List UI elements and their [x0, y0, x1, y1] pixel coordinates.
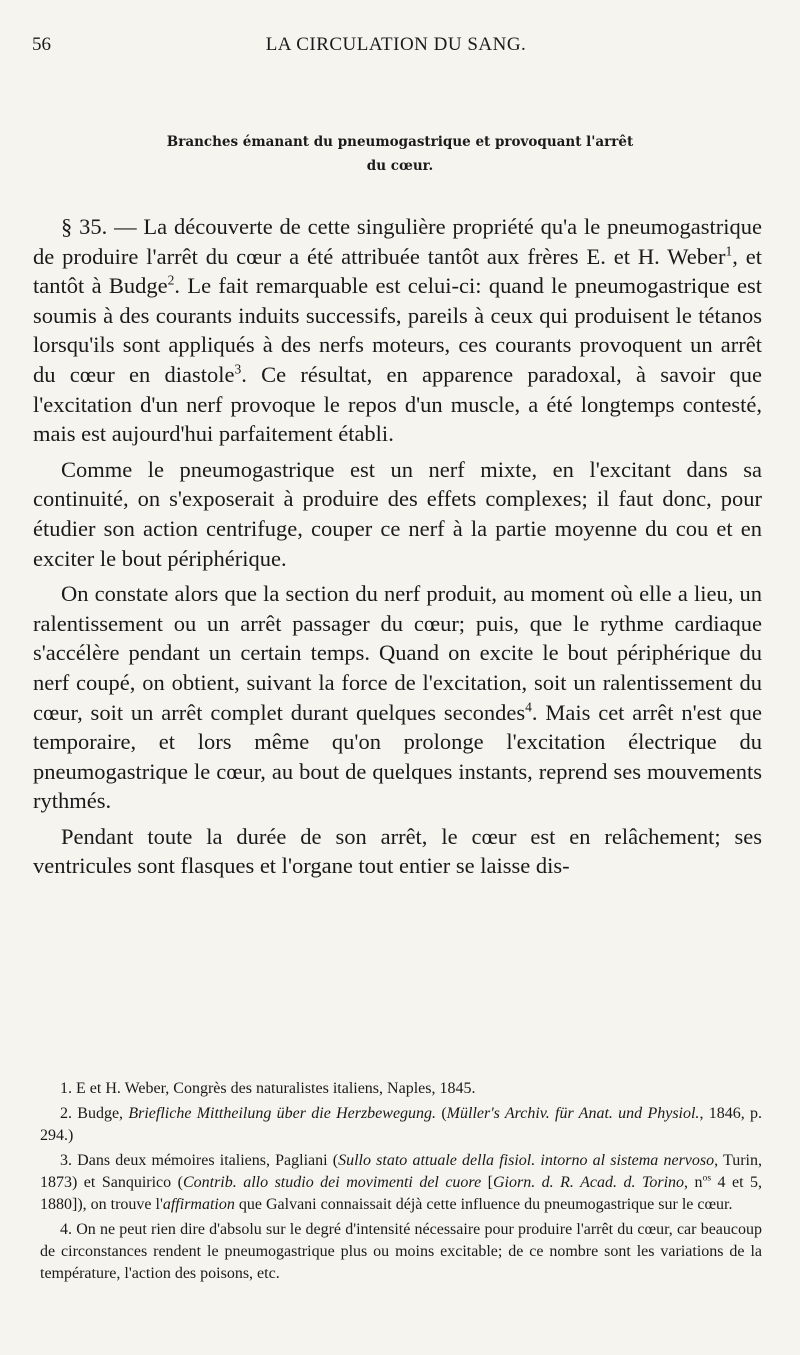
paragraph-3-text-a: On constate alors que la section du nerf produit, au moment où elle a lieu, un ralentissement ou un arrêt passager du cœur; puis, que le rythme cardiaque s'accélère pendant un certain temps. Quand on excite le bout périphérique du nerf coupé, on obtient, suivant la force de l'excitation, soit un ralentissement du cœur, soit un arrêt complet durant quelques secondes	[33, 581, 762, 725]
page-header	[32, 34, 760, 58]
footnote-2-italic-2: Müller's Archiv. für Anat. und Physiol.	[446, 1105, 700, 1122]
paragraph-4: Pendant toute la durée de son arrêt, le cœur est en relâchement; ses ventricules sont flasques et l'organe tout entier se laisse dis-	[33, 823, 762, 879]
footnote-2-text-a: 2. Budge,	[60, 1105, 129, 1122]
paragraph-1-text-a: § 35. — La découverte de cette singulière propriété qu'a le pneumogastrique de produire l'arrêt du cœur a été attribuée tantôt aux frères E. et H. Weber	[33, 214, 762, 269]
page-number: 56	[32, 34, 51, 55]
footnote-3-italic-3: Giorn. d. R. Acad. d. Torino	[492, 1174, 685, 1191]
footnote-3-italic-4: affirmation	[162, 1196, 235, 1213]
section-title	[40, 130, 760, 178]
footnote-1: 1. E et H. Weber, Congrès des naturalistes italiens, Naples, 1845.	[60, 1080, 476, 1097]
running-title: LA CIRCULATION DU SANG.	[265, 34, 527, 55]
footnote-2	[40, 1103, 762, 1147]
paragraph-1-text-d: . Ce résultat, en apparence paradoxal, à savoir que l'excitation d'un nerf provoque le repos d'un muscle, a été longtemps contesté, mais est aujourd'hui parfaitement établi.	[33, 361, 762, 447]
footnote-ref-4: 4	[525, 699, 532, 714]
footnote-3	[40, 1150, 762, 1216]
paragraph-3-text-b: . Mais cet arrêt n'est que temporaire, et lors même qu'on prolonge l'excitation électrique du pneumogastrique le cœur, au bout de quelques instants, reprend ses mouvements rythmés.	[33, 699, 762, 814]
footnote-3-text-d: , n	[684, 1174, 703, 1191]
paragraph-3	[33, 579, 762, 816]
footnotes	[40, 1078, 762, 1288]
footnote-3-text-c: [	[481, 1174, 493, 1191]
paragraph-2: Comme le pneumogastrique est un nerf mixte, en l'excitant dans sa continuité, on s'exposerait à produire des effets complexes; il faut donc, pour étudier son action centrifuge, couper ce nerf à la partie moyenne du cou et en exciter le bout périphérique.	[33, 456, 762, 571]
footnote-ref-2: 2	[167, 272, 175, 288]
footnote-3-sup: os	[702, 1172, 712, 1184]
footnote-3-italic-2: Contrib. allo studio dei movimenti del cuore	[182, 1174, 482, 1191]
footnote-3-italic-1: Sullo stato attuale della fisiol. intorno al sistema nervoso	[338, 1152, 715, 1169]
footnote-ref-3: 3	[234, 361, 242, 377]
footnote-3-text-a: 3. Dans deux mémoires italiens, Pagliani (	[60, 1152, 339, 1169]
footnote-4: 4. On ne peut rien dire d'absolu sur le degré d'intensité nécessaire pour produire l'arrêt du cœur, car beaucoup de circonstances rendent le pneumogastrique plus ou moins excitable; de ce nombre sont les variations de la température, l'action des poisons, etc.	[40, 1221, 762, 1282]
footnote-3-text-b: , Turin, 1873) et Sanquirico (	[40, 1152, 762, 1191]
footnote-ref-1: 1	[725, 243, 733, 259]
footnote-2-text-b: (	[436, 1105, 447, 1122]
paragraph-1	[33, 212, 762, 449]
footnote-2-text-c: , 1846, p. 294.)	[40, 1105, 762, 1144]
section-title-line-2: du cœur.	[366, 158, 434, 174]
paragraph-1-text-b: , et tantôt à Budge	[33, 243, 762, 299]
paragraph-1-text-c: . Le fait remarquable est celui-ci: quand le pneumogastrique est soumis à des courants induits successifs, pareils à ceux qui produisent le tétanos lorsqu'ils sont appliqués à des nerfs moteurs, ces courants provoquent un arrêt du cœur en diastole	[33, 273, 762, 387]
body-text	[33, 212, 762, 887]
footnote-3-text-e: 4 et 5, 1880]), on trouve l'	[40, 1174, 763, 1213]
footnote-3-text-f: que Galvani connaissait déjà cette influence du pneumogastrique sur le cœur.	[234, 1196, 733, 1213]
footnote-2-italic-1: Briefliche Mittheilung über die Herzbewegung.	[128, 1105, 437, 1122]
section-title-line-1: Branches émanant du pneumogastrique et provoquant l'arrêt	[166, 134, 634, 150]
